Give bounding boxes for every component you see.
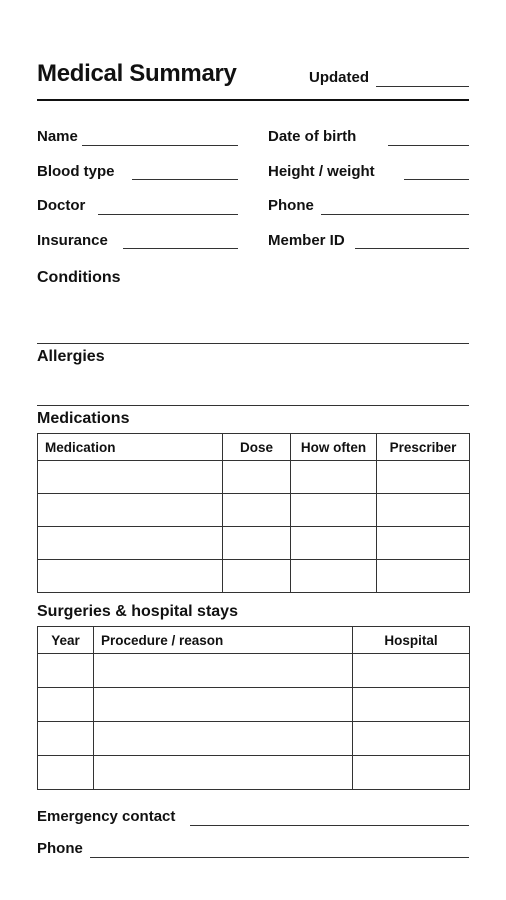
header-divider [37,99,469,101]
updated-label: Updated [309,69,369,86]
surgeries-header-row [38,627,470,654]
table-cell[interactable] [223,461,291,494]
medications-col-how-often: How often [291,434,377,461]
table-cell[interactable] [353,654,470,688]
table-cell[interactable] [291,461,377,494]
table-cell[interactable] [94,688,353,722]
insurance-field[interactable] [123,248,238,249]
table-cell[interactable] [353,722,470,756]
surgeries-col-hospital: Hospital [353,627,470,654]
conditions-heading: Conditions [37,269,121,286]
page-title: Medical Summary [37,60,237,87]
table-cell[interactable] [94,756,353,790]
medications-header-row [38,434,470,461]
table-cell[interactable] [38,461,223,494]
table-row [38,722,470,756]
medications-col-prescriber: Prescriber [377,434,470,461]
table-row [38,560,470,593]
blood-type-field[interactable] [132,179,238,180]
date-of-birth-label: Date of birth [268,128,357,145]
table-cell[interactable] [353,756,470,790]
table-row [38,654,470,688]
phone-label: Phone [268,197,314,214]
blood-type-label: Blood type [37,163,115,180]
surgeries-table [37,626,470,790]
table-cell[interactable] [353,688,470,722]
member-id-label: Member ID [268,232,345,249]
surgeries-heading: Surgeries & hospital stays [37,603,238,620]
table-row [38,461,470,494]
member-id-field[interactable] [355,248,469,249]
name-label: Name [37,128,78,145]
doctor-field[interactable] [98,214,238,215]
table-cell[interactable] [291,527,377,560]
emergency-contact-field[interactable] [190,825,469,826]
table-cell[interactable] [38,527,223,560]
table-cell[interactable] [223,494,291,527]
table-row [38,688,470,722]
allergies-field[interactable] [37,405,469,406]
medications-table [37,433,470,593]
table-cell[interactable] [377,461,470,494]
table-cell[interactable] [38,756,94,790]
table-cell[interactable] [94,654,353,688]
emergency-contact-label: Emergency contact [37,808,176,825]
name-field[interactable] [82,145,238,146]
table-cell[interactable] [223,527,291,560]
table-cell[interactable] [377,560,470,593]
table-row [38,756,470,790]
updated-field[interactable] [376,86,469,87]
surgeries-col-procedure: Procedure / reason [94,627,353,654]
insurance-label: Insurance [37,232,108,249]
medications-col-dose: Dose [223,434,291,461]
height-weight-field[interactable] [404,179,469,180]
medications-heading: Medications [37,410,130,427]
height-weight-label: Height / weight [268,163,375,180]
table-cell[interactable] [38,654,94,688]
table-row [38,494,470,527]
emergency-phone-label: Phone [37,840,83,857]
table-cell[interactable] [291,494,377,527]
table-row [38,527,470,560]
conditions-field[interactable] [37,343,469,344]
phone-field[interactable] [321,214,469,215]
table-cell[interactable] [377,494,470,527]
table-cell[interactable] [38,688,94,722]
medications-col-medication: Medication [38,434,223,461]
date-of-birth-field[interactable] [388,145,469,146]
table-cell[interactable] [38,722,94,756]
table-cell[interactable] [38,494,223,527]
table-cell[interactable] [223,560,291,593]
doctor-label: Doctor [37,197,86,214]
emergency-phone-field[interactable] [90,857,469,858]
allergies-heading: Allergies [37,348,105,365]
table-cell[interactable] [377,527,470,560]
table-cell[interactable] [94,722,353,756]
table-cell[interactable] [38,560,223,593]
surgeries-col-year: Year [38,627,94,654]
table-cell[interactable] [291,560,377,593]
